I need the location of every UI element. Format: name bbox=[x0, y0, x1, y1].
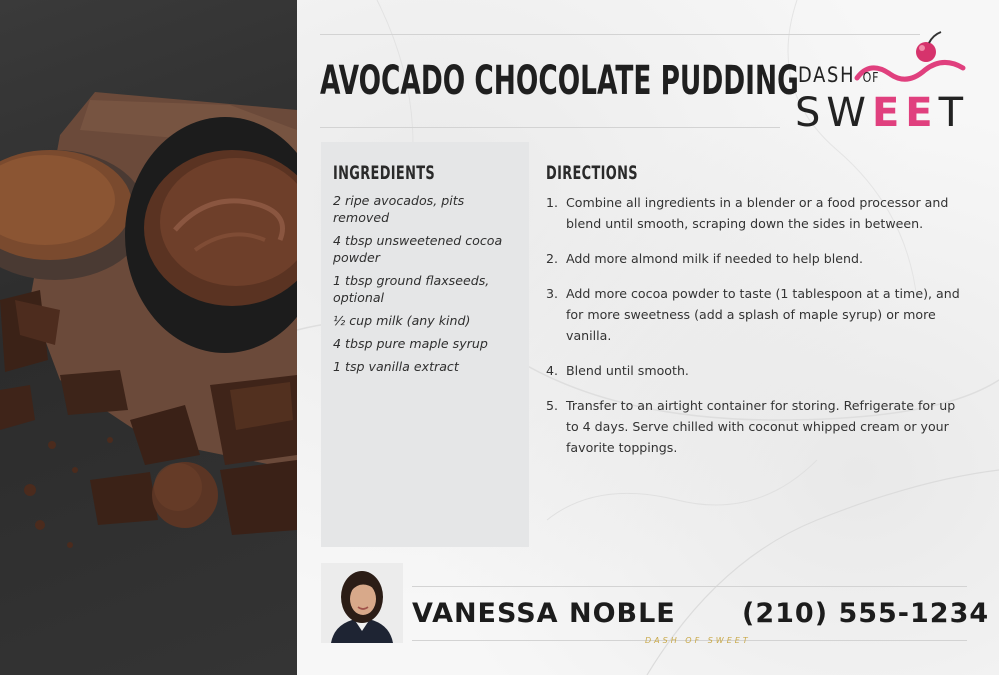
direction-step bbox=[546, 248, 971, 269]
brand-logo bbox=[795, 30, 970, 135]
step-number: 5. bbox=[546, 398, 559, 413]
direction-step bbox=[546, 395, 971, 458]
food-photo bbox=[0, 0, 297, 675]
step-text: Add more almond milk if needed to help blend. bbox=[566, 251, 863, 266]
logo-sweet: SWEET bbox=[795, 90, 970, 136]
ingredient-item: 2 ripe avocados, pits removed bbox=[333, 193, 465, 225]
direction-step bbox=[546, 283, 971, 346]
ingredients-panel bbox=[321, 142, 529, 547]
step-text: Transfer to an airtight container for storing. Refrigerate for up to 4 days. Serve chilled with coconut whipped cream or your favorite toppings. bbox=[566, 398, 956, 455]
agent-photo bbox=[321, 563, 403, 643]
title-bottom-rule bbox=[320, 127, 780, 128]
step-number: 4. bbox=[546, 363, 559, 378]
directions-heading: DIRECTIONS bbox=[546, 162, 638, 184]
footer-tagline: DASH OF SWEET bbox=[645, 636, 751, 645]
step-number: 2. bbox=[546, 251, 559, 266]
ingredient-item: 1 tsp vanilla extract bbox=[333, 359, 459, 374]
step-number: 1. bbox=[546, 195, 559, 210]
direction-step bbox=[546, 192, 971, 234]
recipe-title: AVOCADO CHOCOLATE PUDDING bbox=[320, 58, 799, 104]
step-text: Combine all ingredients in a blender or a food processor and blend until smooth, scraping down the sides in between. bbox=[566, 195, 949, 231]
agent-name: VANESSA NOBLE bbox=[412, 598, 676, 629]
step-number: 3. bbox=[546, 286, 559, 301]
step-text: Blend until smooth. bbox=[566, 363, 689, 378]
ingredient-item: 4 tbsp pure maple syrup bbox=[333, 336, 488, 351]
ingredients-heading: INGREDIENTS bbox=[333, 162, 436, 184]
footer-top-rule bbox=[412, 586, 967, 587]
direction-step bbox=[546, 360, 971, 381]
agent-phone: (210) 555-1234 bbox=[742, 598, 990, 629]
step-text: Add more cocoa powder to taste (1 tablespoon at a time), and for more sweetness (add a splash of maple syrup) or more vanilla. bbox=[566, 286, 960, 343]
ingredient-item: 1 tbsp ground flaxseeds, optional bbox=[333, 273, 490, 305]
logo-dash: DASH OF bbox=[798, 63, 880, 87]
ingredient-item: 4 tbsp unsweetened cocoa powder bbox=[333, 233, 503, 265]
ingredients-list bbox=[333, 192, 519, 375]
directions-section bbox=[546, 162, 971, 472]
directions-list bbox=[546, 192, 971, 458]
ingredient-item: ½ cup milk (any kind) bbox=[333, 313, 471, 328]
